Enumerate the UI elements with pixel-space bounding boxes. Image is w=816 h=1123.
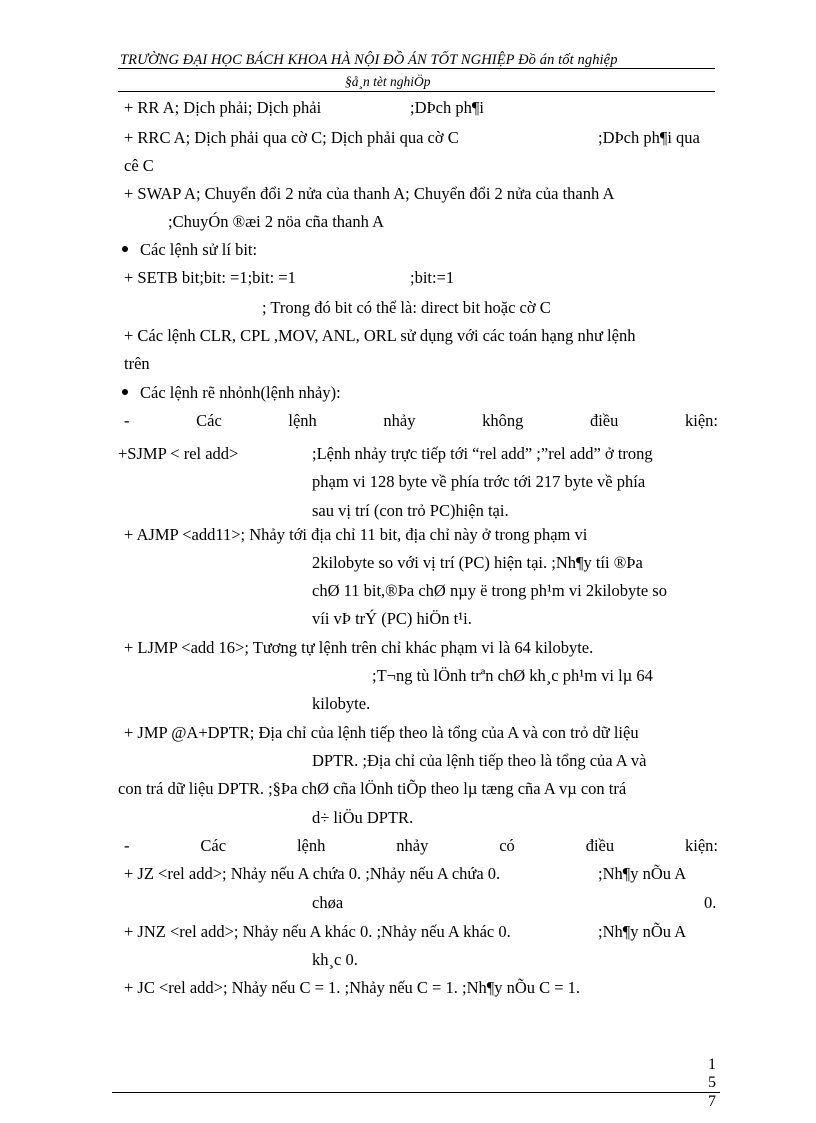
word: kiện: [685, 836, 718, 855]
line-rrc: + RRC A; Dịch phải qua cờ C; Dịch phải qua cờ C [124, 128, 459, 147]
word: Các [200, 836, 227, 855]
page-number-digit: 5 [708, 1074, 716, 1091]
header-rule-lower [118, 91, 715, 92]
line-ajmp-desc3: víi vÞ trÝ (PC) hiÖn t¹i. [312, 609, 472, 628]
bullet-icon [122, 246, 128, 252]
line-setb: + SETB bit;bit: =1;bit: =1 [124, 268, 296, 287]
line-clr-cpl: + Các lệnh CLR, CPL ,MOV, ANL, ORL sử dụng với các toán hạng như lệnh [124, 326, 636, 345]
line-jnz: + JNZ <rel add>; Nhảy nếu A khác 0. ;Nhảy nếu A khác 0. [124, 922, 511, 941]
line-ajmp-desc2: chØ 11 bit,®Þa chØ nµy ë trong ph¹m vi 2kilobyte so [312, 581, 667, 600]
header-rule [118, 68, 715, 69]
word: kiện: [684, 411, 718, 430]
word: nhảy [383, 411, 416, 430]
header-subtitle: §å¸n tèt nghiÖp [345, 74, 431, 89]
line-jz-legacy: ;Nh¶y nÕu A [598, 864, 687, 883]
bullet-branch-ops [122, 383, 341, 403]
line-jnz-cont: kh¸c 0. [312, 950, 358, 969]
line-setb-note: ; Trong đó bit có thể là: direct bit hoặc cờ C [262, 298, 551, 317]
word: điều [589, 411, 619, 430]
dash: - [124, 411, 130, 430]
line-clr-cpl-cont: trên [124, 354, 150, 373]
line-ajmp-desc1: 2kilobyte so với vị trí (PC) hiện tại. ;Nh¶y tíi ®Þa [312, 553, 643, 572]
line-ljmp: + LJMP <add 16>; Tương tự lệnh trên chỉ khác phạm vi là 64 kilobyte. [124, 638, 594, 657]
line-jc: + JC <rel add>; Nhảy nếu C = 1. ;Nhảy nếu C = 1. ;Nh¶y nÕu C = 1. [124, 978, 581, 997]
bullet-icon [122, 389, 128, 395]
line-sjmp: +SJMP < rel add> [118, 444, 239, 463]
line-sjmp-desc3: sau vị trí (con trỏ PC)hiện tại. [312, 501, 509, 520]
bullet-text: Các lệnh rẽ nhỏnh(lệnh nhảy): [140, 383, 341, 402]
line-ljmp-cont: kilobyte. [312, 694, 371, 713]
bullet-bit-ops [122, 240, 257, 260]
line-rrc-cont: cê C [124, 156, 154, 175]
word: có [499, 836, 515, 855]
line-jmp-desc1: DPTR. ;Địa chỉ của lệnh tiếp theo là tổng của A và [312, 751, 647, 770]
line-jz: + JZ <rel add>; Nhảy nếu A chứa 0. ;Nhảy nếu A chứa 0. [124, 864, 501, 883]
heading-unconditional-jumps [124, 411, 718, 431]
line-jmp-desc2: con trá dữ liệu DPTR. ;§Þa chØ cña lÖnh tiÕp theo lµ tæng cña A vµ con trá [118, 779, 627, 798]
dash: - [124, 836, 130, 855]
line-swap: + SWAP A; Chuyển đổi 2 nửa của thanh A; Chuyển đổi 2 nửa của thanh A [124, 184, 615, 203]
line-setb-legacy: ;bit:=1 [410, 268, 455, 287]
line-ajmp: + AJMP <add11>; Nhảy tới địa chỉ 11 bit, địa chỉ này ở trong phạm vi [124, 525, 588, 544]
line-swap-legacy: ;ChuyÓn ®æi 2 nöa cña thanh A [168, 212, 385, 231]
word: điều [585, 836, 615, 855]
header-title: TRƯỜNG ĐẠI HỌC BÁCH KHOA HÀ NỘI ĐỒ ÁN TỐT NGHIỆP Đồ án tốt nghiệp [120, 52, 618, 68]
line-sjmp-desc1: ;Lệnh nhảy trực tiếp tới “rel add” ;”rel add” ở trong [312, 444, 653, 463]
bullet-text: Các lệnh sử lí bit: [140, 240, 258, 259]
page-number-digit: 1 [708, 1056, 716, 1073]
line-jz-cont: chøa [312, 893, 344, 912]
line-jnz-legacy: ;Nh¶y nÕu A [598, 922, 687, 941]
word: lệnh [288, 411, 317, 430]
word: Các [196, 411, 222, 430]
line-jmp-desc3: d÷ liÖu DPTR. [312, 808, 414, 827]
line-sjmp-desc2: phạm vi 128 byte về phía trớc tới 217 byte về phía [312, 472, 646, 491]
line-rrc-legacy: ;DÞch ph¶i qua [598, 128, 700, 147]
page-number-digit: 7 [708, 1093, 716, 1110]
line-jz-cont-end: 0. [704, 893, 717, 912]
line-ljmp-legacy: ;T¬ng tù lÖnh trªn chØ kh¸c ph¹m vi lµ 64 [372, 666, 653, 685]
line-jmp: + JMP @A+DPTR; Địa chỉ của lệnh tiếp theo là tổng của A và con trỏ dữ liệu [124, 723, 639, 742]
footer-rule [112, 1092, 720, 1093]
word: không [482, 411, 524, 430]
line-rr: + RR A; Dịch phải; Dịch phải [124, 98, 322, 117]
word: nhảy [396, 836, 429, 855]
heading-conditional-jumps [124, 836, 718, 856]
line-rr-legacy: ;DÞch ph¶i [410, 98, 484, 117]
word: lệnh [296, 836, 326, 855]
